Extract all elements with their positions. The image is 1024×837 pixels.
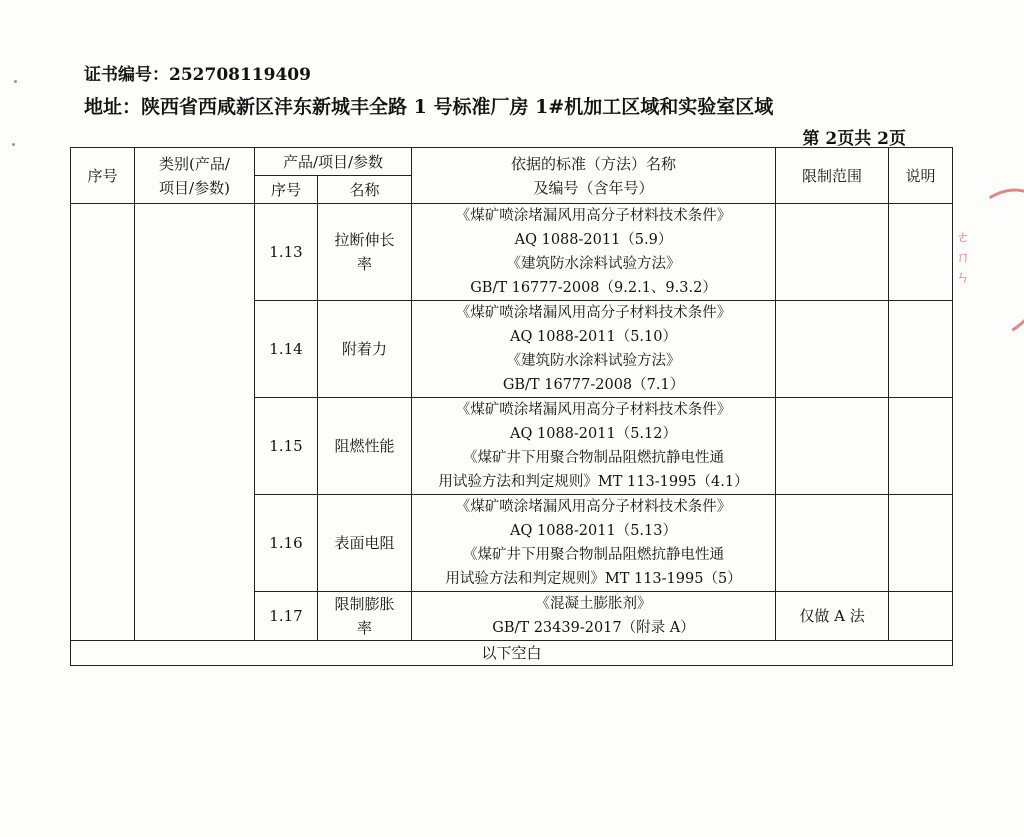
item-standard: 《煤矿喷涂堵漏风用高分子材料技术条件》 AQ 1088-2011（5.13） 《煤矿井下用聚合物制品阻燃抗静电性通 用试验方法和判定规则》MT 113-1995（5） (412, 495, 776, 592)
header-sub-seq: 序号 (255, 176, 318, 204)
item-limit (776, 495, 889, 592)
item-note (889, 495, 953, 592)
certificate-number: 证书编号：252708119409 (84, 65, 311, 85)
blank-below-note: 以下空白 (71, 641, 953, 666)
header-limit: 限制范围 (776, 148, 889, 204)
stamp-text: ㄜ ㄇ ㄣ (956, 230, 970, 286)
item-standard: 《煤矿喷涂堵漏风用高分子材料技术条件》 AQ 1088-2011（5.9） 《建筑防水涂料试验方法》 GB/T 16777-2008（9.2.1、9.3.2） (412, 204, 776, 301)
item-limit (776, 204, 889, 301)
item-name: 附着力 (318, 301, 412, 398)
item-standard: 《煤矿喷涂堵漏风用高分子材料技术条件》 AQ 1088-2011（5.12） 《煤矿井下用聚合物制品阻燃抗静电性通 用试验方法和判定规则》MT 113-1995（4.1） (412, 398, 776, 495)
header-seq: 序号 (71, 148, 135, 204)
accreditation-table (70, 147, 953, 666)
item-name: 阻燃性能 (318, 398, 412, 495)
scan-speck (12, 143, 15, 146)
item-standard: 《混凝土膨胀剂》 GB/T 23439-2017（附录 A） (412, 592, 776, 641)
item-note (889, 592, 953, 641)
merged-category-cell (135, 204, 255, 641)
header-standard: 依据的标准（方法）名称 及编号（含年号） (412, 148, 776, 204)
header-note: 说明 (889, 148, 953, 204)
item-seq: 1.15 (255, 398, 318, 495)
item-standard: 《煤矿喷涂堵漏风用高分子材料技术条件》 AQ 1088-2011（5.10） 《建筑防水涂料试验方法》 GB/T 16777-2008（7.1） (412, 301, 776, 398)
page-number: 第 2页共 2页 (802, 129, 906, 149)
item-seq: 1.14 (255, 301, 318, 398)
item-note (889, 301, 953, 398)
scan-speck (14, 80, 17, 83)
table-row (71, 204, 953, 301)
item-limit: 仅做 A 法 (776, 592, 889, 641)
address: 地址：陕西省西咸新区沣东新城丰全路 1 号标准厂房 1#机加工区域和实验室区域 (84, 96, 774, 118)
header-category: 类别(产品/ 项目/参数) (135, 148, 255, 204)
item-seq: 1.13 (255, 204, 318, 301)
table-footer-row (71, 641, 953, 666)
item-note (889, 204, 953, 301)
item-name: 表面电阻 (318, 495, 412, 592)
table-header-row (71, 148, 953, 176)
item-name: 限制膨胀 率 (318, 592, 412, 641)
item-seq: 1.17 (255, 592, 318, 641)
item-note (889, 398, 953, 495)
item-limit (776, 398, 889, 495)
item-seq: 1.16 (255, 495, 318, 592)
item-limit (776, 301, 889, 398)
header-sub-name: 名称 (318, 176, 412, 204)
header-product: 产品/项目/参数 (255, 148, 412, 176)
item-name: 拉断伸长 率 (318, 204, 412, 301)
merged-seq-cell (71, 204, 135, 641)
